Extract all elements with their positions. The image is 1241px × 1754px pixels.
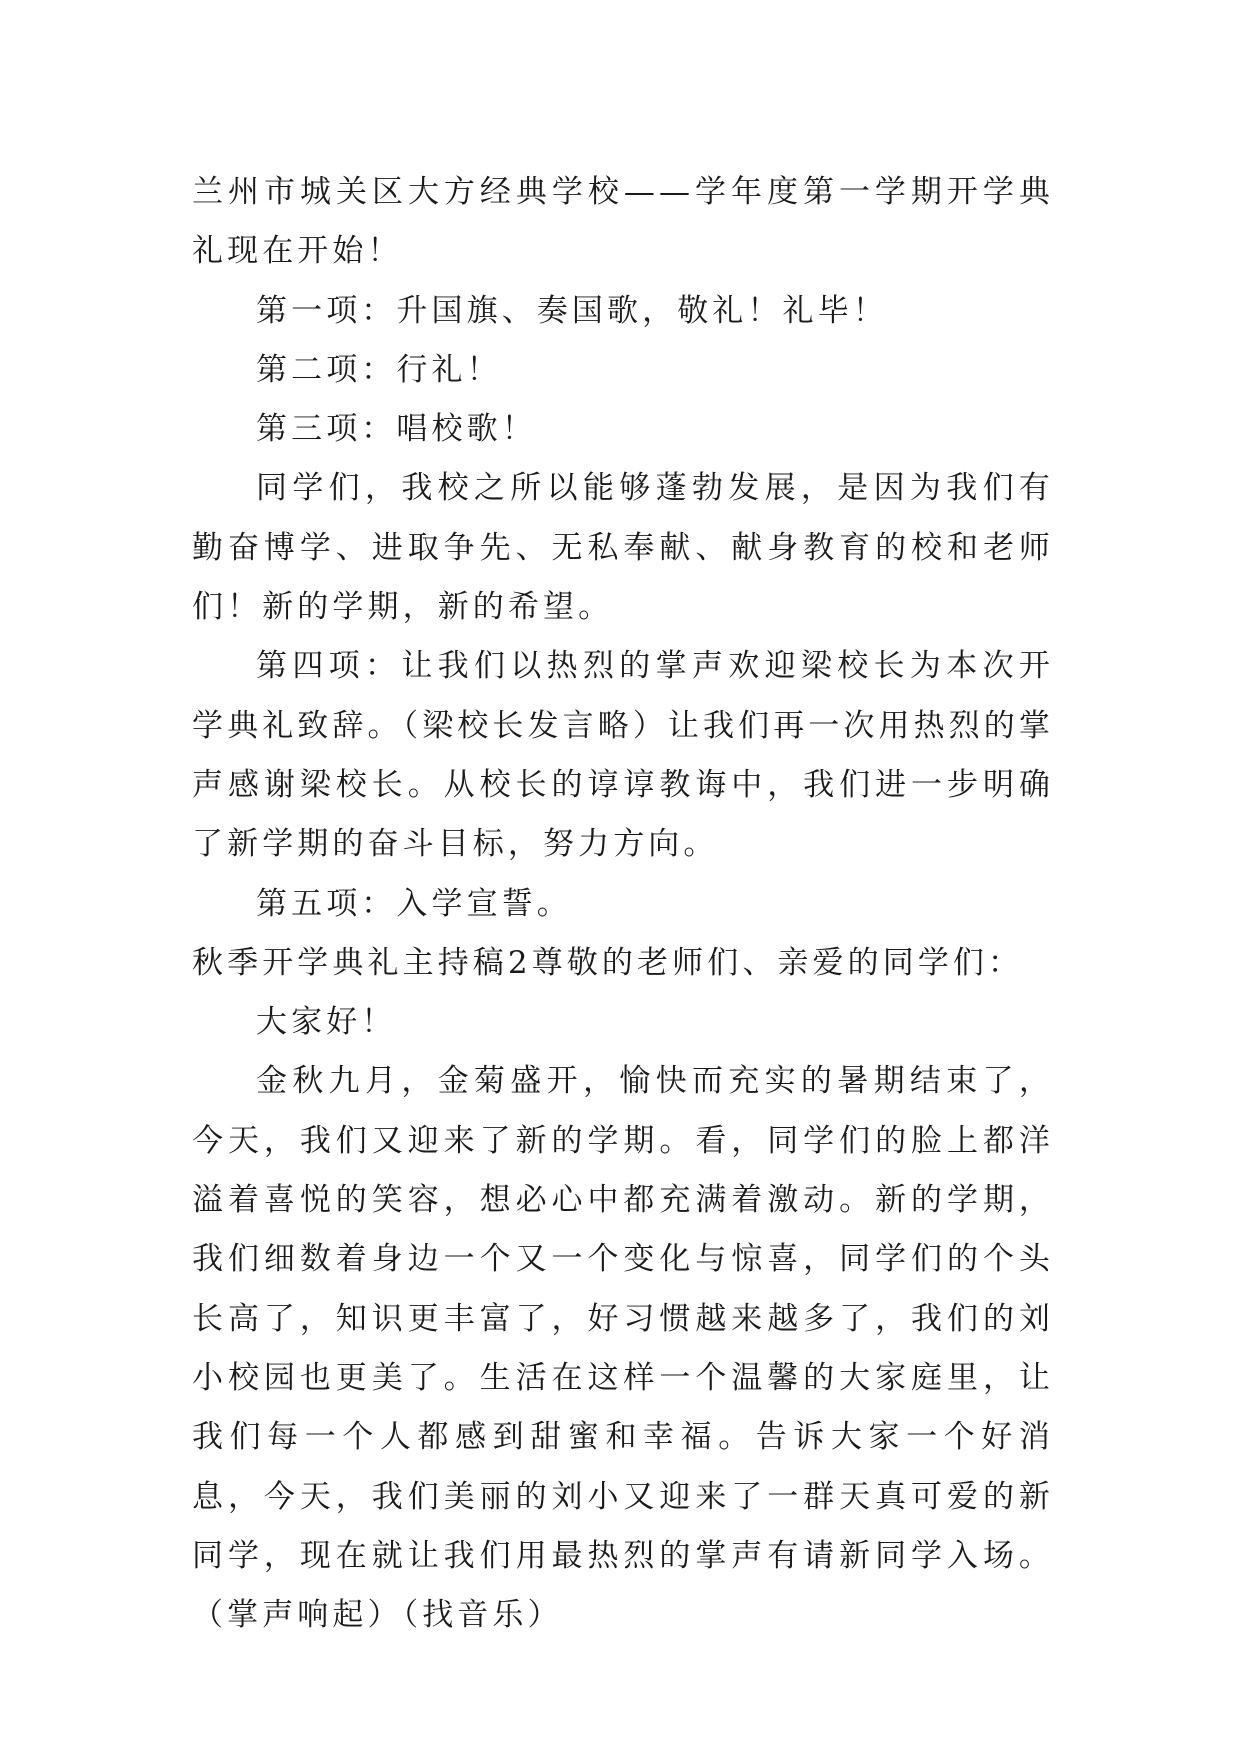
- paragraph-heading-2: 秋季开学典礼主持稿2尊敬的老师们、亲爱的同学们：: [192, 944, 1024, 981]
- paragraph-item-2: 第二项：行礼！: [256, 351, 502, 388]
- paragraph-item-4: 第四项：让我们以热烈的掌声欢迎梁校长为本次开学典礼致辞。（梁校长发言略）让我们再一次用热烈的掌声感谢梁校长。从校长的谆谆教诲中，我们进一步明确了新学期的奋斗目标，努力方向。: [192, 648, 1054, 863]
- paragraph-greeting: 大家好！: [256, 1004, 397, 1041]
- paragraph-autumn: 金秋九月，金菊盛开，愉快而充实的暑期结束了，今天，我们又迎来了新的学期。看，同学们的脸上都洋溢着喜悦的笑容，想必心中都充满着激动。新的学期，我们细数着身边一个又一个变化与惊喜，同学们的个头长高了，知识更丰富了，好习惯越来越多了，我们的刘小校园也更美了。生活在这样一个温馨的大家庭里，让我们每一个人都感到甜蜜和幸福。告诉大家一个好消息，今天，我们美丽的刘小又迎来了一群天真可爱的新同学，现在就让我们用最热烈的掌声有请新同学入场。（掌声响起）（找音乐）: [192, 1063, 1054, 1634]
- paragraph-item-5: 第五项：入学宣誓。: [256, 885, 572, 922]
- paragraph-item-1: 第一项：升国旗、奏国歌，敬礼！礼毕！: [256, 292, 888, 329]
- document-body: [192, 163, 1054, 1645]
- paragraph-opening: 兰州市城关区大方经典学校——学年度第一学期开学典礼现在开始！: [192, 174, 1054, 270]
- paragraph-item-3: 第三项：唱校歌！: [256, 411, 537, 448]
- paragraph-students: 同学们，我校之所以能够蓬勃发展，是因为我们有勤奋博学、进取争先、无私奉献、献身教育的校和老师们！新的学期，新的希望。: [192, 470, 1054, 626]
